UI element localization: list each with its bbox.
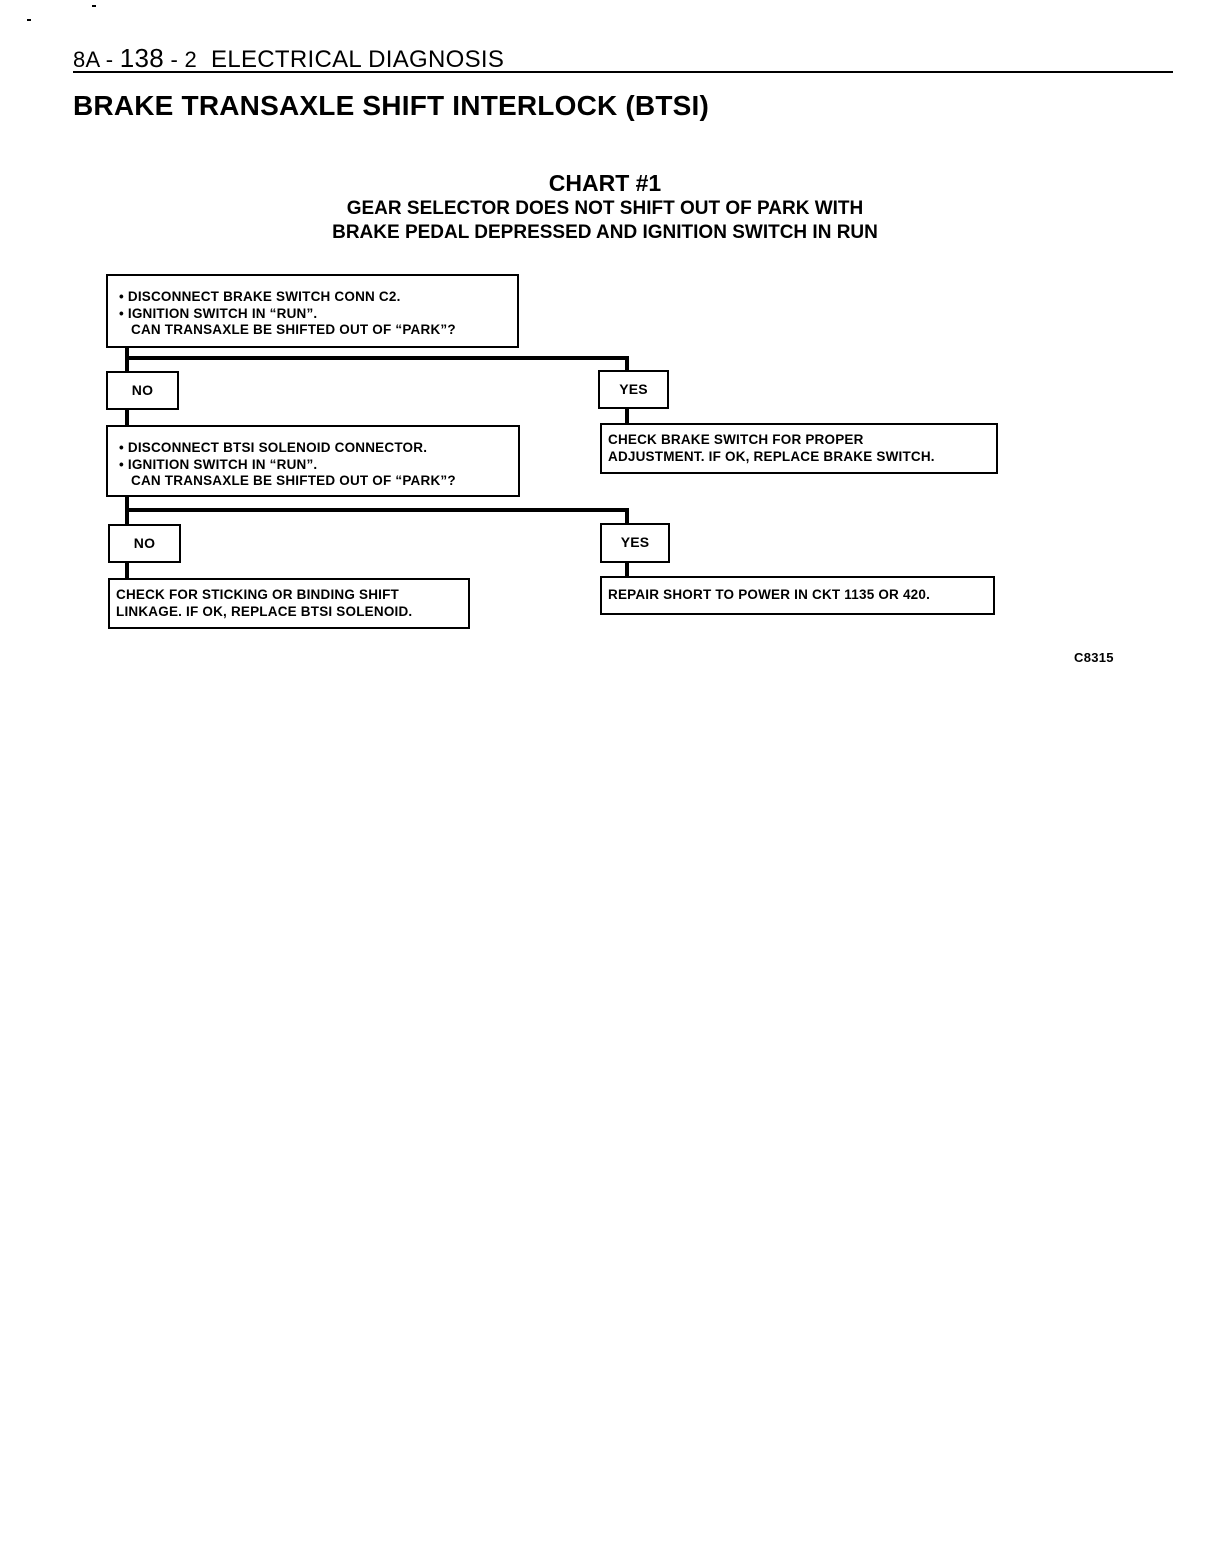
chart-title: CHART #1: [548, 170, 662, 196]
step1-yes-box: YES: [598, 370, 669, 409]
step2-question: CAN TRANSAXLE BE SHIFTED OUT OF “PARK”?: [131, 473, 456, 488]
step1-yes-result-line-1: CHECK BRAKE SWITCH FOR PROPER: [608, 432, 864, 447]
chart-subtitle-line-1: GEAR SELECTOR DOES NOT SHIFT OUT OF PARK WITH: [346, 198, 864, 219]
step2-yes-result-line-1: REPAIR SHORT TO POWER IN CKT 1135 OR 420.: [608, 587, 931, 602]
page-header-title: ELECTRICAL DIAGNOSIS: [211, 46, 505, 73]
step2-no-box: NO: [108, 524, 181, 563]
step2-yes-result: [600, 576, 995, 615]
scan-speck: [92, 5, 96, 7]
step1-yes-result: [600, 423, 998, 474]
flowchart-step-2: [106, 425, 520, 497]
step1-yes-result-line-2: ADJUSTMENT. IF OK, REPLACE BRAKE SWITCH.: [608, 448, 935, 464]
step2-line-2: • IGNITION SWITCH IN “RUN”.: [119, 456, 318, 472]
step2-no-result-line-1: CHECK FOR STICKING OR BINDING SHIFT: [116, 587, 399, 602]
page-code-prefix: 8A -: [73, 47, 120, 72]
step2-no-result-line-2: LINKAGE. IF OK, REPLACE BTSI SOLENOID.: [116, 603, 413, 619]
step2-line-1: • DISCONNECT BTSI SOLENOID CONNECTOR.: [119, 440, 428, 455]
chart-heading: [250, 169, 960, 245]
page-code-suffix: - 2: [164, 47, 198, 72]
scan-speck: [27, 19, 31, 21]
step1-line-1: • DISCONNECT BRAKE SWITCH CONN C2.: [119, 289, 401, 304]
step2-no-result: [108, 578, 470, 629]
connector-step2-yes-drop: [625, 508, 629, 524]
header-rule: [73, 71, 1173, 73]
drawing-id: C8315: [1074, 650, 1114, 665]
flowchart-step-1: [106, 274, 519, 348]
connector-step2-branch: [125, 508, 629, 512]
section-title: BRAKE TRANSAXLE SHIFT INTERLOCK (BTSI): [73, 90, 710, 121]
chart-subtitle-line-2: BRAKE PEDAL DEPRESSED AND IGNITION SWITCH IN RUN: [332, 222, 878, 243]
connector-step1-no-drop: [125, 356, 129, 372]
connector-step1-branch: [125, 356, 629, 360]
step1-no-box: NO: [106, 371, 179, 410]
step2-yes-box: YES: [600, 523, 670, 563]
step1-question: CAN TRANSAXLE BE SHIFTED OUT OF “PARK”?: [131, 322, 456, 337]
page-code-number: 138: [119, 43, 165, 73]
step1-line-2: • IGNITION SWITCH IN “RUN”.: [119, 305, 318, 321]
